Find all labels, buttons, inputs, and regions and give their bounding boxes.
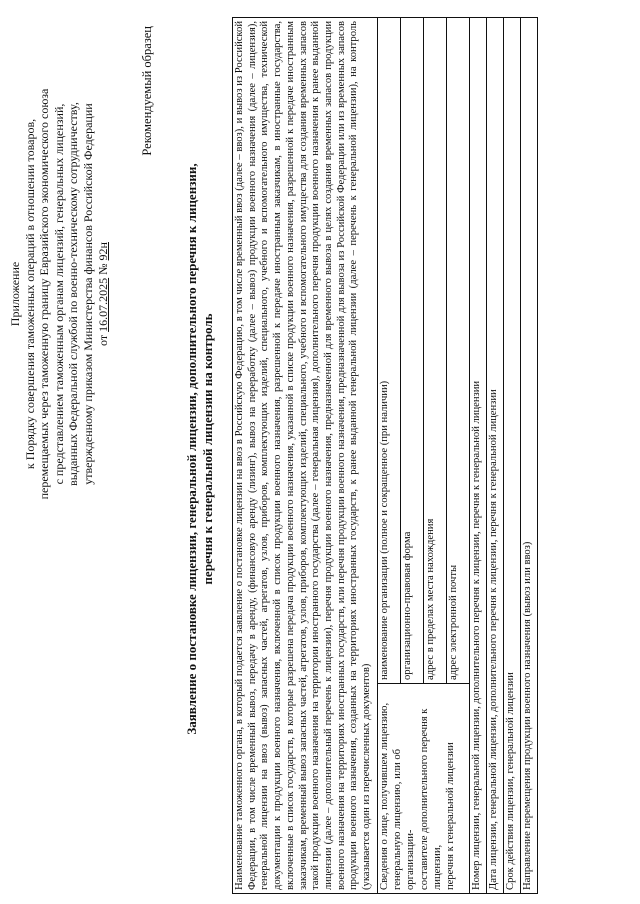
appendix-heading: Приложение <box>8 261 22 327</box>
date-row: Дата лицензии, генеральной лицензии, дополнительного перечня к лицензии, перечня к генеральной лицензии <box>486 17 503 893</box>
number-row: Номер лицензии, генеральной лицензии, дополнительного перечня к лицензии, перечня к генеральной лицензии <box>469 17 486 893</box>
order-date-number <box>96 14 111 574</box>
number-prefix: № <box>95 263 110 275</box>
appendix-line: утвержденному приказом Министерства финансов Российской Федерации <box>80 103 95 485</box>
appendix-line: с представлением таможенным органам лицензий, генеральных лицензий, <box>51 103 66 485</box>
appendix-line: к Порядку совершения таможенных операций в отношении товаров, <box>22 118 37 470</box>
application-form-table <box>232 17 538 894</box>
appendix-line: перемещаемых через таможенную границу Евразийского экономического союза <box>37 88 52 500</box>
order-number: 92н <box>95 242 110 261</box>
recommended-sample-label: Рекомендуемый образец <box>140 26 154 156</box>
direction-row: Направление перемещения продукции военного назначения (вывоз или ввоз) <box>520 17 537 893</box>
title-line: перечня к генеральной лицензии на контроль <box>200 313 215 585</box>
order-date: 16.07.2025 <box>95 277 110 332</box>
appendix-line: выданных Федеральной службой по военно-техническому сотрудничеству, <box>66 102 81 486</box>
date-prefix: от <box>95 334 110 346</box>
address-field: адрес в пределах места нахождения <box>423 17 446 683</box>
applicant-label: Сведения о лице, получившем лицензию, генеральную лицензию, или об организации- составителе дополнительного перечня к лицензии, перечня к генеральной лицензии <box>377 684 469 894</box>
legal-form-field: организационно-правовая форма <box>400 17 423 683</box>
document-title <box>184 34 216 864</box>
email-field: адрес электронной почты <box>446 17 469 683</box>
customs-authority-row <box>233 17 378 893</box>
customs-authority-text: Наименование таможенного органа, в который подается заявление о постановке лицензии на ввоз в Российскую Федерацию, в том числе временный ввоз (далее – ввоз), и вывоз из Российской Федерации, в том числе временный вывоз, передачу в аренду, (финансовую аренду (лизинг), вывоз на переработку (далее – вывоз) продукции военного назначения (далее – лицензия), генеральной лицензии на ввоз (вывоз) запасных частей, агрегатов, узлов, приборов, комплектующих изделий, специального, учебного и вспомогательного имущества, технической документации к продукции военного назначения, включенной в список продукции военного назначения, разрешенной к передаче иностранным заказчикам, в иностранные государства, включенные в список государств, в которые разрешена передача продукции военного назначения, указанной в списке продукции военного назначения, разрешенной к передаче иностранным заказчикам, временный вывоз запасных частей, агрегатов, узлов, приборов, комплектующих изделий, специального, учебного и вспомогательного имущества для создания временных запасов такой продукции военного назначения на территории иностранного государства (далее – генеральная лицензия), дополнительного перечня продукции военного назначения к ранее выданной лицензии (далее – дополнительный перечень к лицензии), перечня продукции военного назначения, предназначенной для временного вывоза в целях создания временных запасов продукции военного назначения на территориях иностранных государств, или перечня продукции военного назначения, предназначенной для вывоза из Российской Федерации или из временных запасов продукции военного назначения, созданных на территориях иностранных государств, к ранее выданной генеральной лицензии (далее – перечень к генеральной лицензии), на контроль (указывается один из перечисленных документов) <box>233 17 378 893</box>
appendix-block <box>8 14 110 574</box>
title-line: Заявление о постановке лицензии, генеральной лицензии, дополнительного перечня к лицензии, <box>184 163 199 735</box>
validity-row: Срок действия лицензии, генеральной лицензии <box>503 17 520 893</box>
applicant-row <box>377 17 400 893</box>
org-name-field: наименование организации (полное и сокращенное (при наличии) <box>377 17 400 683</box>
